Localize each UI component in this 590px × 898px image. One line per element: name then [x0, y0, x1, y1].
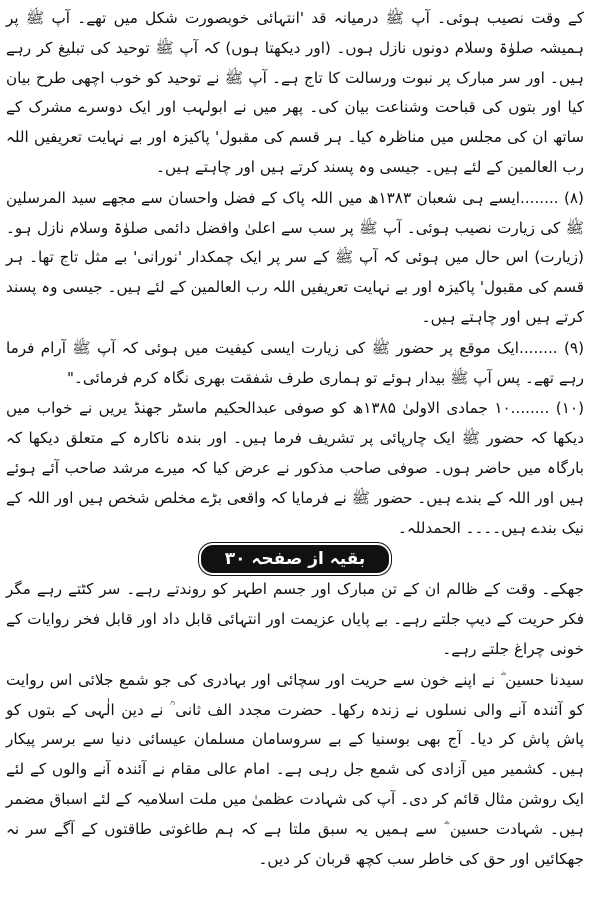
section-dream-accounts [6, 4, 584, 543]
section-continued-article [6, 575, 584, 874]
paragraph-vision-10: (۱۰) ........۱۰ جمادی الاولیٰ ۱۳۸۵ھ کو صوفی عبدالحکیم ماسٹر جھنڈ یریں نے خواب میں دیکھا کہ حضور ﷺ ایک چارپائی پر تشریف فرما ہیں۔ اور بندہ ناکارہ کے متعلق دیکھا کہ بارگاہ میں حاضر ہوں۔ صوفی صاحب مذکور نے عرض کیا کہ میرے مرشد صاحب آئے ہوئے ہیں اور اللہ کے بندے ہیں۔ حضور ﷺ نے فرمایا کہ واقعی بڑے مخلص شخص ہیں اور اللہ کے نیک بندے ہیں۔۔۔۔ الحمدللہ۔ [6, 399, 584, 537]
paragraph-vision-9: (۹) ........ایک موقع پر حضور ﷺ کی زیارت ایسی کیفیت میں ہوئی کہ آپ ﷺ آرام فرما رہے تھے۔ پس آپ ﷺ بیدار ہوئے تو ہماری طرف شفقت بھری نگاہ کرم فرمائی۔" [6, 338, 584, 387]
continuation-banner: بقیہ از صفحہ ۳۰ [201, 545, 390, 573]
paragraph-martyrdom: جھکے۔ وقت کے ظالم ان کے تن مبارک اور جسم اطہر کو روندتے رہے۔ سر کٹتے رہے مگر فکر حریت کے دیپ جلتے رہے۔ بے پایاں عزیمت اور انتہائی قابل داد اور قابل فخر روایات کے خونی چراغ جلتے رہے۔ [6, 580, 584, 658]
paragraph-vision-intro: کے وقت نصیب ہوئی۔ آپ ﷺ درمیانہ قد 'انتہائی خوبصورت شکل میں تھے۔ آپ ﷺ پر ہمیشہ صلوٰۃ وسلام دونوں نازل ہوں۔ (اور دیکھتا ہوں) کہ آپ ﷺ توحید کی تبلیغ کر رہے ہیں۔ اور سر مبارک پر نبوت ورسالت کا تاج ہے۔ آپ ﷺ نے توحید کو خوب اچھی طرح بیان کیا اور بتوں کی قباحت وشناعت بیان کی۔ پھر میں نے ابولہب اور ایک دوسرے مشرک کے ساتھ ان کی مجلس میں مناظرہ کیا۔ ہر قسم کی مقبول' پاکیزہ اور بے نہایت تعریفیں اللہ رب العالمین کے لئے ہیں۔ جیسی وہ پسند کرتے ہیں اور چاہتے ہیں۔ [6, 9, 584, 176]
continuation-banner-row [6, 543, 584, 575]
paragraph-vision-8: (۸) ........ایسے ہی شعبان ۱۳۸۳ھ میں اللہ پاک کے فضل واحسان سے مجھے سید المرسلین ﷺ کی زیارت نصیب ہوئی۔ آپ ﷺ پر سب سے اعلیٰ وافضل دائمی صلوٰۃ وسلام نازل ہو۔ (زیارت) اس حال میں ہوئی کہ آپ ﷺ کے سر پر ایک چمکدار 'نورانی' بے مثل تاج تھا۔ ہر قسم کی مقبول' پاکیزہ اور بے نہایت تعریفیں اللہ رب العالمین کے لئے ہیں۔ جیسی وہ پسند کرتے ہیں اور چاہتے ہیں۔ [6, 188, 584, 326]
paragraph-lessons: سیدنا حسین ؓ نے اپنے خون سے حریت اور سچائی اور بہادری کی جو شمع جلائی اس روایت کو آئندہ آنے والی نسلوں نے زندہ رکھا۔ حضرت مجدد الف ثانی ؒ نے دین الٰہی کے بتوں کو پاش پاش کر دیا۔ آج بھی بوسنیا کے بے سروسامان مسلمان عیسائی دنیا سے برسر پیکار ہیں۔ کشمیر میں آزادی کی شمع جل رہی ہے۔ امام عالی مقام نے آئندہ آنے والوں کے لئے ایک روشن مثال قائم کر دی۔ آپ کی شہادت عظمیٰ میں ملت اسلامیہ کے لئے اسباق مضمر ہیں۔ شہادت حسین ؓ سے ہمیں یہ سبق ملتا ہے کہ ہم طاغوتی طاقتوں کے آگے سر نہ جھکائیں اور حق کی خاطر سب کچھ قربان کر دیں۔ [6, 670, 584, 868]
